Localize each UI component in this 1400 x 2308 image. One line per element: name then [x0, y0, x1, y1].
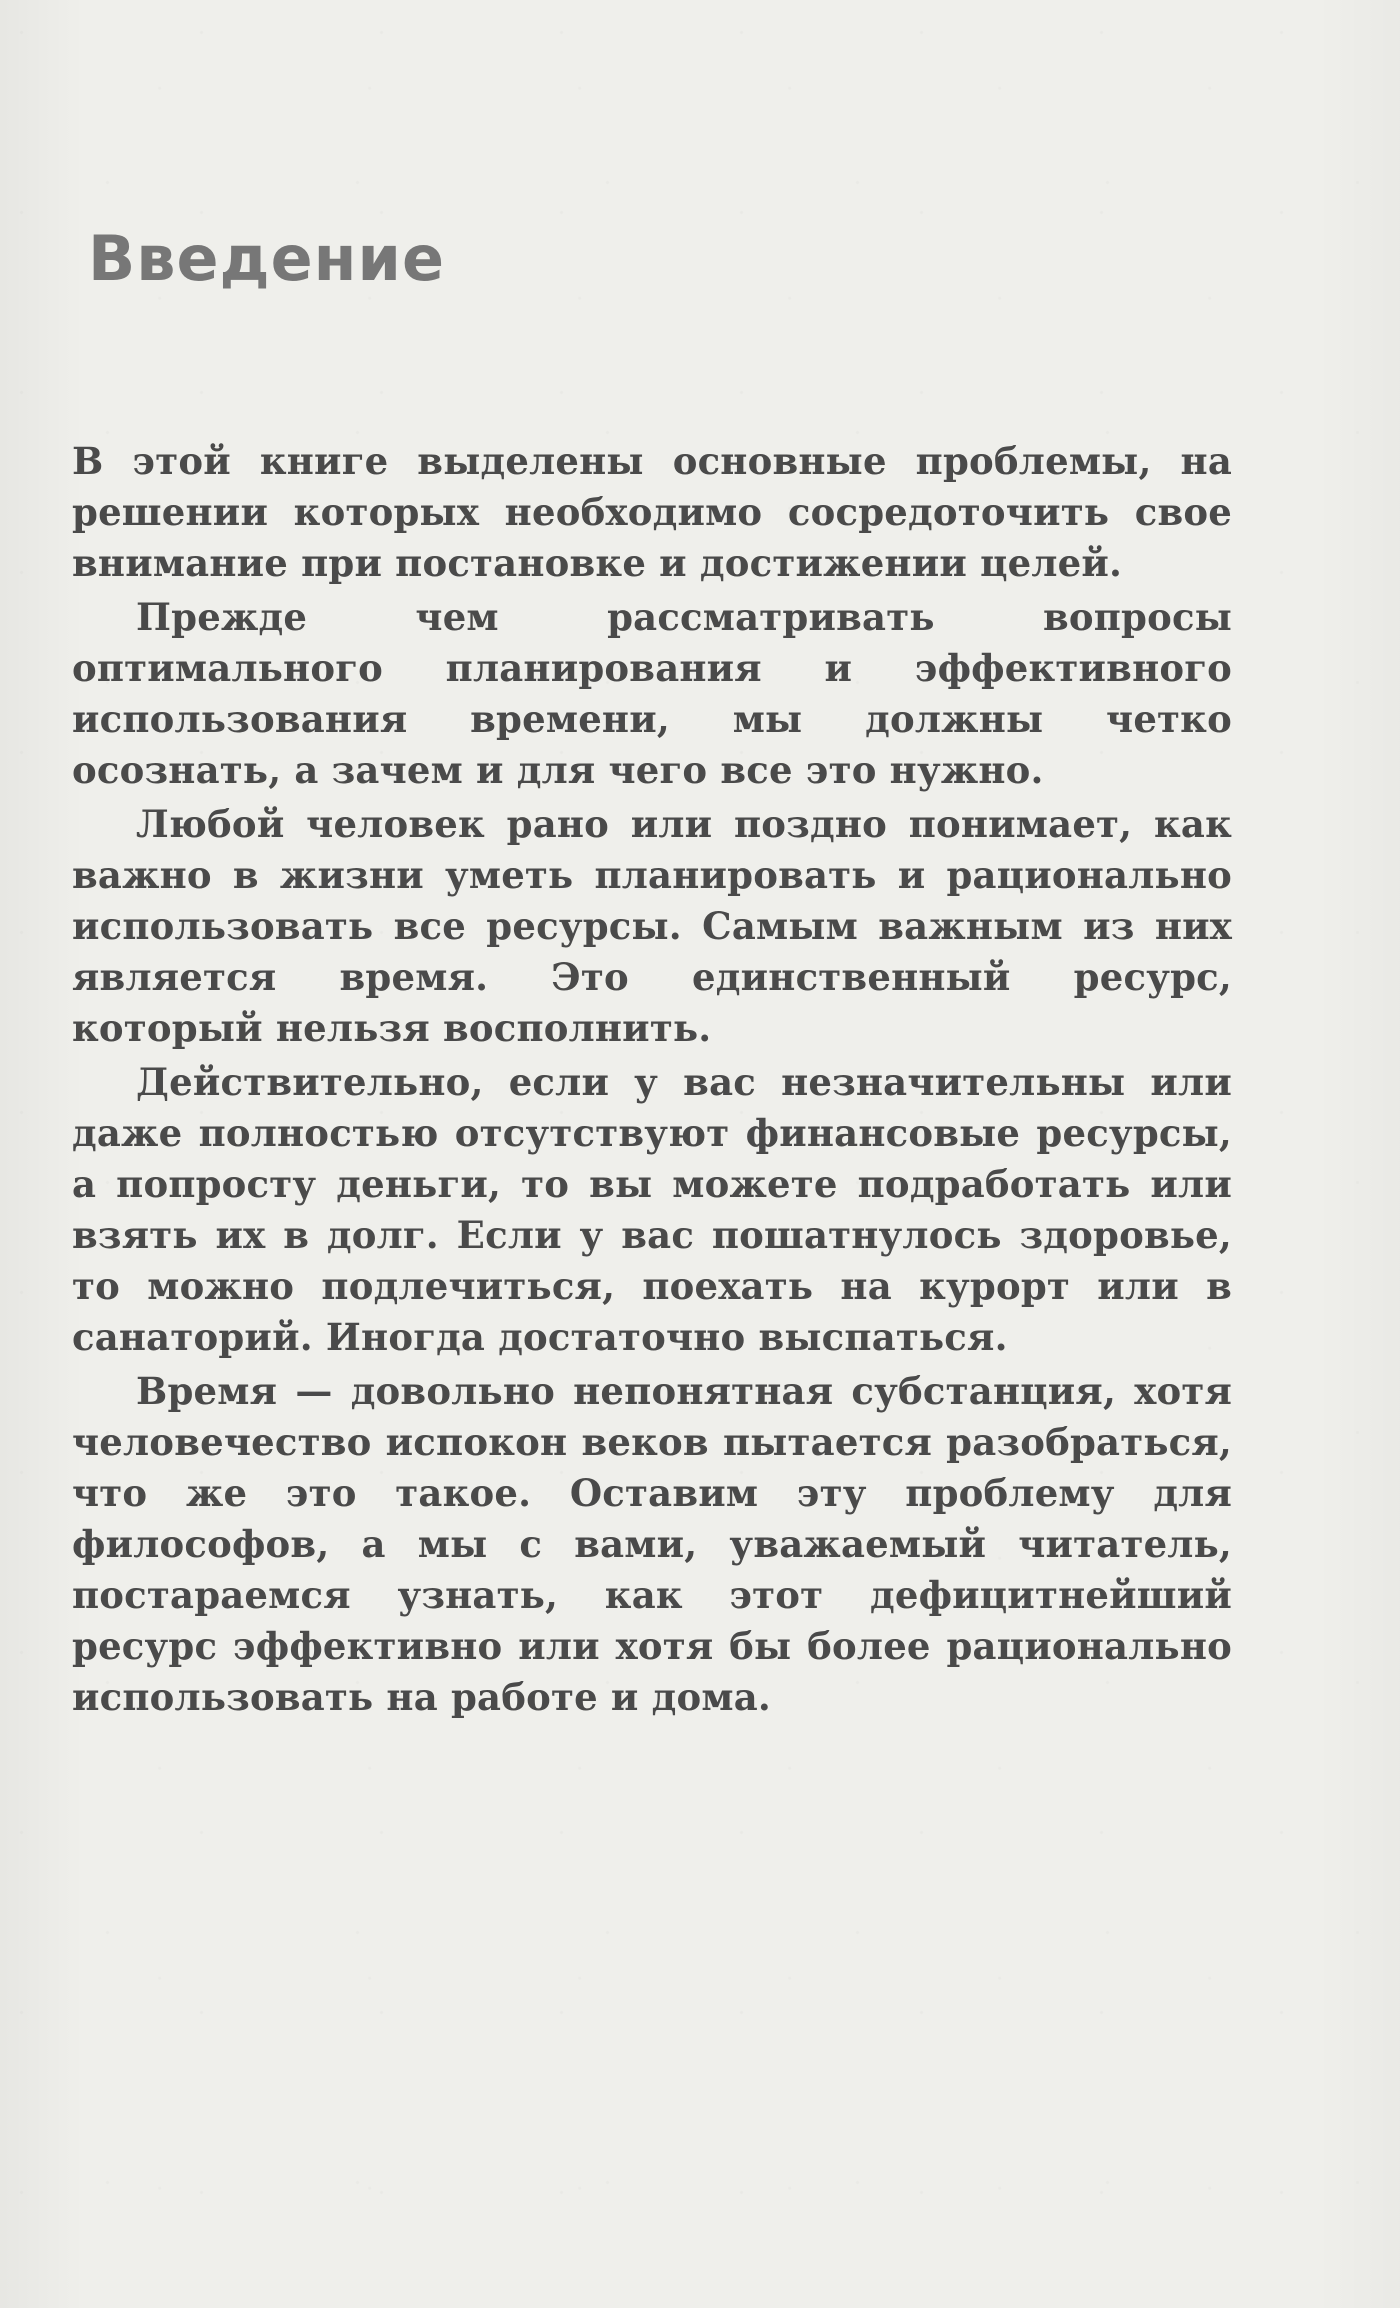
- paragraph-4: Действительно, если у вас незначительны или даже полностью отсутствуют финансовые ресурсы, а попросту деньги, то вы можете подработать или взять их в долг. Если у вас пошатнулось здоровье, то можно подлечиться, поехать на курорт или в санаторий. Иногда достаточно выспаться.: [72, 1060, 1232, 1359]
- body-text: [72, 436, 1232, 1723]
- paragraph-5: Время — довольно непонятная субстанция, хотя человечество испокон веков пытается разобраться, что же это такое. Оставим эту проблему для философов, а мы с вами, уважаемый читатель, постараемся узнать, как этот дефицитнейший ресурс эффективно или хотя бы более рационально использовать на работе и дома.: [72, 1369, 1232, 1719]
- chapter-heading: Введение: [88, 222, 445, 295]
- paragraph-3: Любой человек рано или поздно понимает, как важно в жизни уметь планировать и рационально использовать все ресурсы. Самым важным из них является время. Это единственный ресурс, который нельзя восполнить.: [72, 802, 1232, 1050]
- paragraph-1: В этой книге выделены основные проблемы, на решении которых необходимо сосредоточить свое внимание при постановке и достижении целей.: [72, 439, 1232, 585]
- paragraph-2: Прежде чем рассматривать вопросы оптимального планирования и эффективного использования времени, мы должны четко осознать, а зачем и для чего все это нужно.: [72, 595, 1232, 792]
